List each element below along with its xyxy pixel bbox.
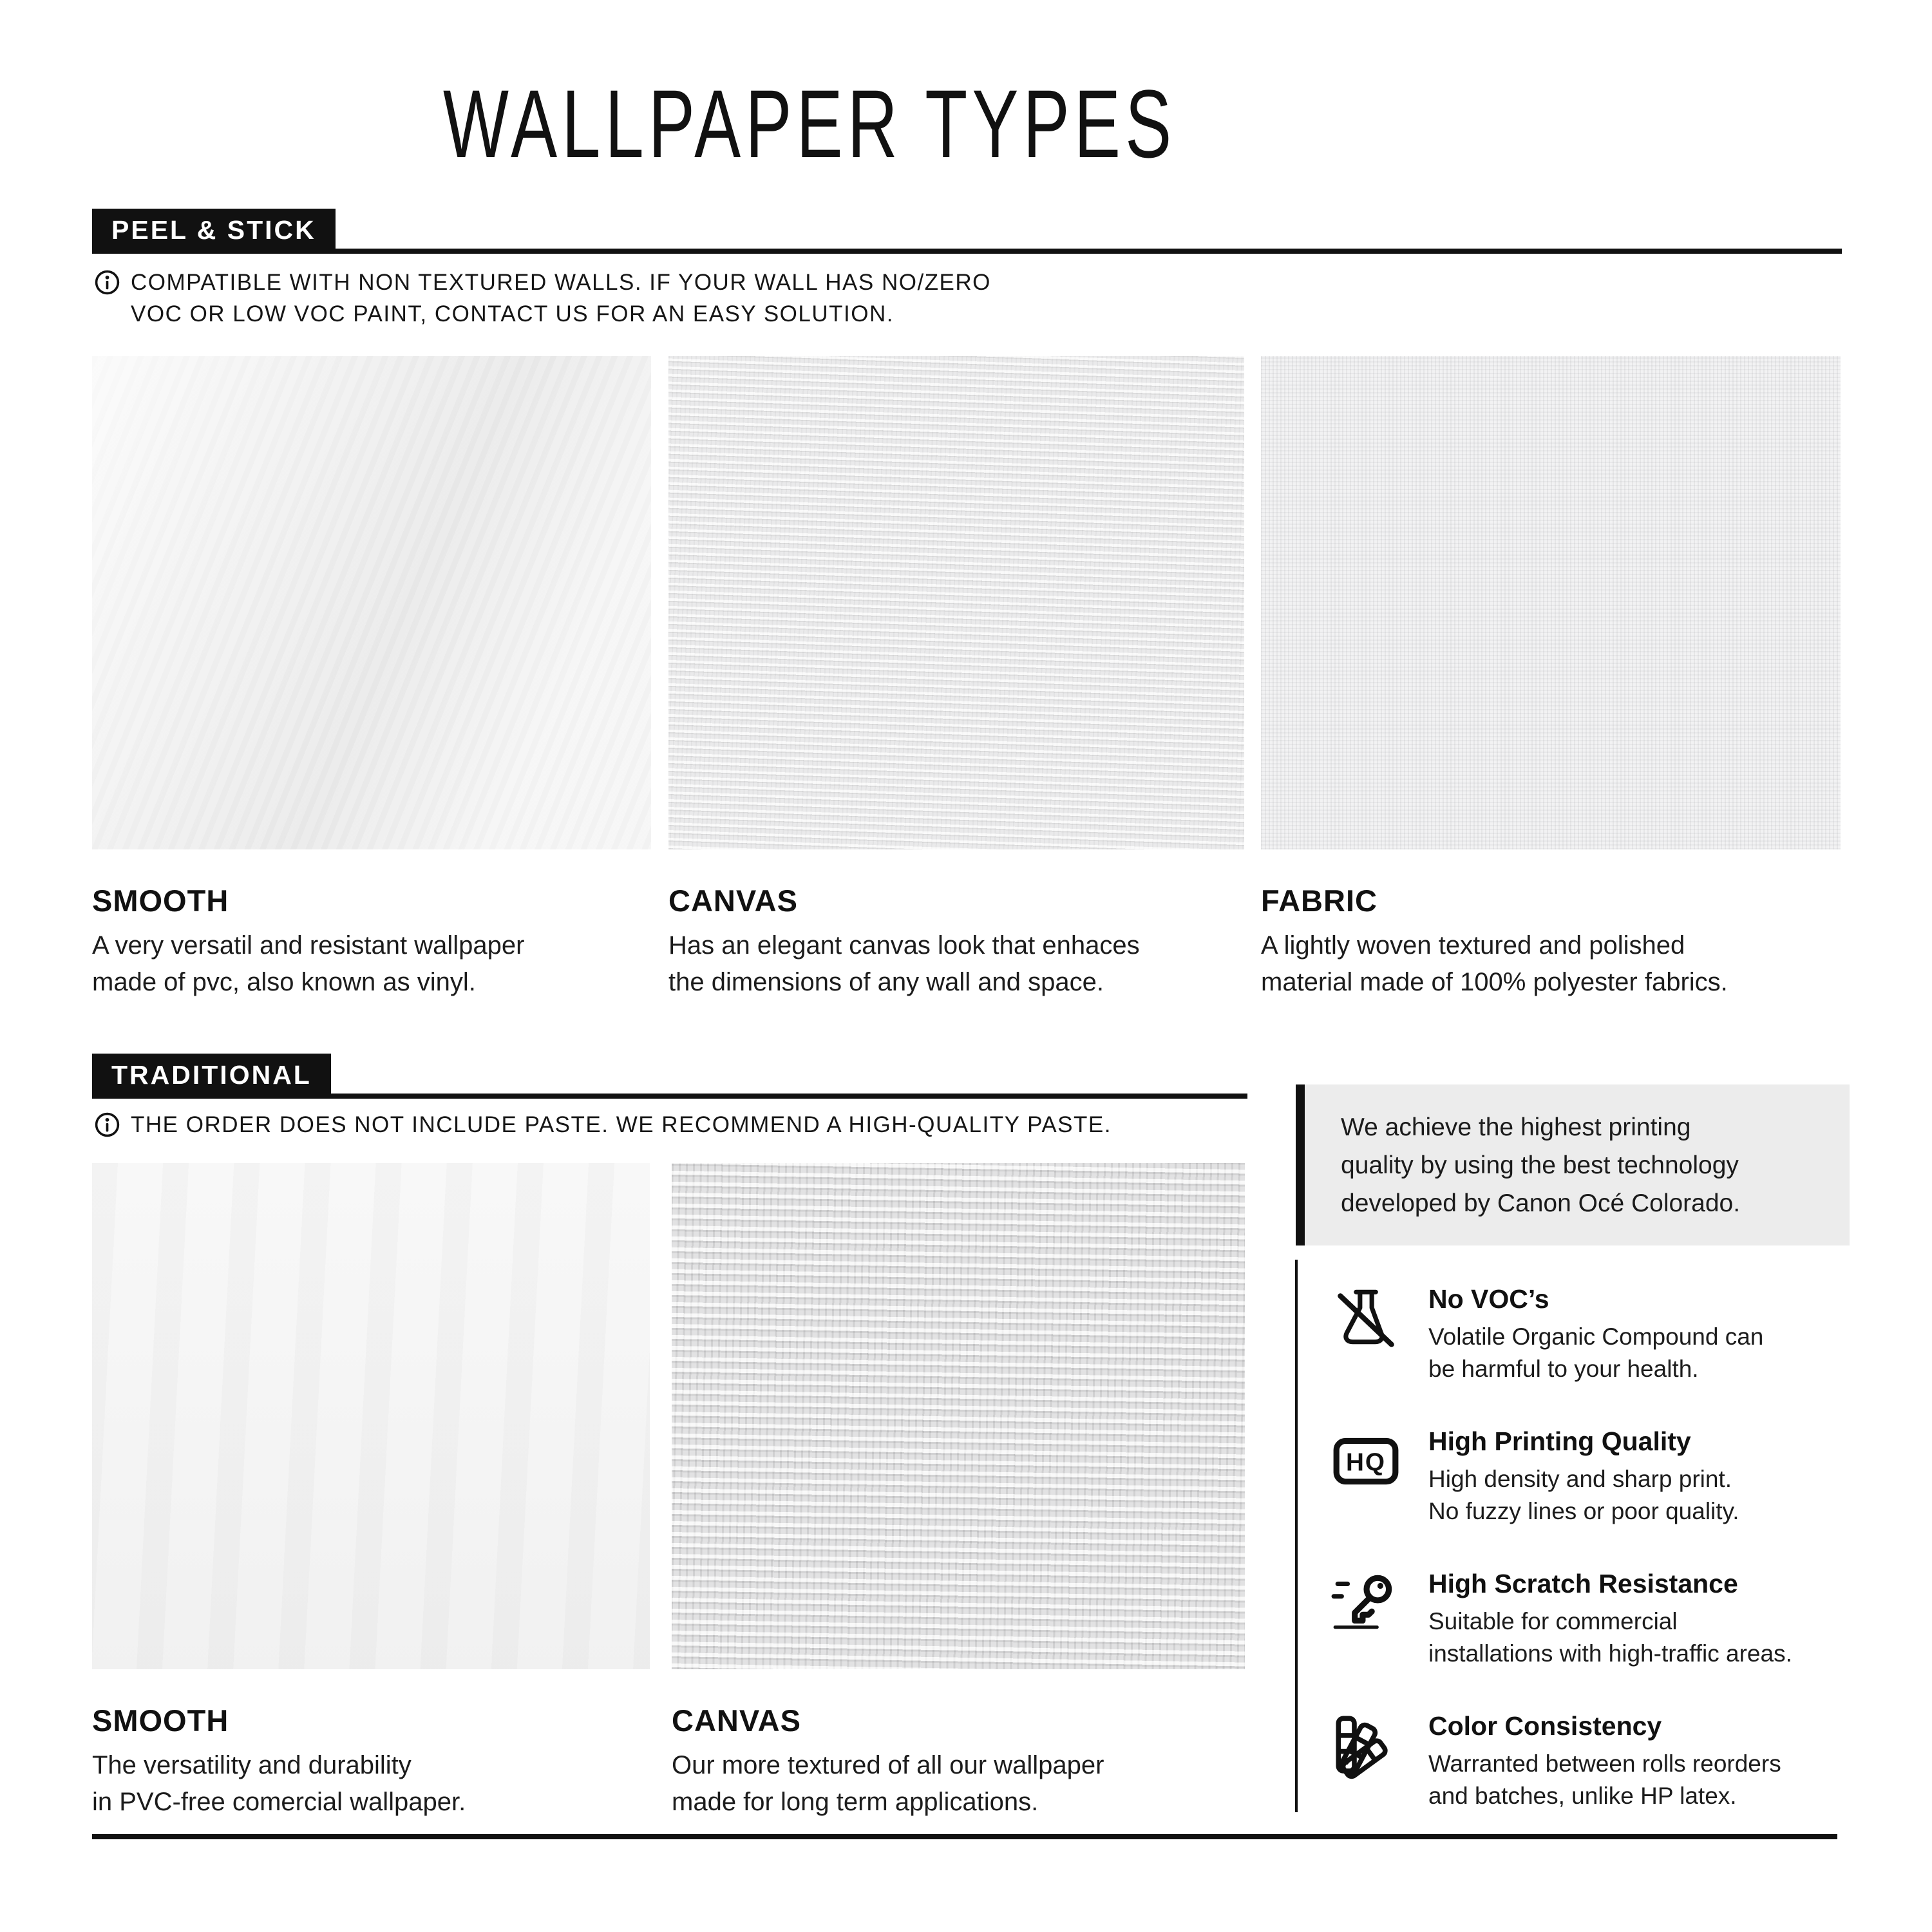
traditional-card-canvas (672, 1163, 1245, 1821)
card-desc-line: the dimensions of any wall and space. (668, 968, 1104, 996)
card-desc-line: material made of 100% polyester fabrics. (1261, 968, 1728, 996)
smooth-texture-sample (92, 356, 651, 849)
card-title: CANVAS (672, 1703, 801, 1738)
feature-desc-line: No fuzzy lines or poor quality. (1428, 1498, 1739, 1524)
feature-desc-line: Volatile Organic Compound can (1428, 1323, 1764, 1350)
peel-stick-rule (92, 249, 1842, 254)
card-description (668, 927, 1244, 1001)
card-title: CANVAS (668, 884, 798, 918)
card-desc-line: made for long term applications. (672, 1788, 1039, 1816)
highlight-line: quality by using the best technology (1341, 1151, 1739, 1179)
card-desc-line: Our more textured of all our wallpaper (672, 1751, 1104, 1779)
card-title: FABRIC (1261, 884, 1378, 918)
card-desc-line: made of pvc, also known as vinyl. (92, 968, 476, 996)
highlight-line: developed by Canon Océ Colorado. (1341, 1189, 1741, 1217)
printing-quality-highlight (1305, 1084, 1850, 1245)
note-line: THE ORDER DOES NOT INCLUDE PASTE. WE RECOMMEND A HIGH-QUALITY PASTE. (131, 1112, 1112, 1137)
feature-desc-line: installations with high-traffic areas. (1428, 1640, 1792, 1667)
highlight-left-bar (1296, 1084, 1305, 1245)
canvas-texture-sample (672, 1163, 1245, 1669)
traditional-rule (92, 1094, 1247, 1099)
card-description (1261, 927, 1841, 1001)
traditional-label-text: TRADITIONAL (111, 1059, 312, 1090)
info-icon (94, 269, 120, 296)
peel-card-canvas (668, 356, 1244, 1001)
feature-description (1428, 1748, 1781, 1812)
feature-desc-line: and batches, unlike HP latex. (1428, 1783, 1737, 1809)
feature-title: Color Consistency (1428, 1711, 1662, 1741)
feature-text (1428, 1567, 1792, 1670)
card-desc-line: A very versatil and resistant wallpaper (92, 931, 525, 960)
feature-desc-line: Suitable for commercial (1428, 1608, 1678, 1634)
quality-column-divider (1295, 1260, 1298, 1812)
feature-desc-line: be harmful to your health. (1428, 1356, 1699, 1382)
no-voc-flask-icon (1328, 1283, 1404, 1359)
card-desc-line: A lightly woven textured and polished (1261, 931, 1685, 960)
card-title: SMOOTH (92, 1703, 229, 1738)
card-title: SMOOTH (92, 884, 229, 918)
quality-features-list (1328, 1283, 1851, 1852)
note-line: VOC OR LOW VOC PAINT, CONTACT US FOR AN EASY SOLUTION. (131, 301, 894, 327)
hq-icon-label: HQ (1345, 1448, 1387, 1477)
feature-color-consistency (1328, 1710, 1851, 1812)
traditional-section-label (92, 1054, 331, 1096)
card-desc-line: Has an elegant canvas look that enhaces (668, 931, 1140, 960)
feature-title: No VOC’s (1428, 1284, 1549, 1314)
hq-badge-icon (1328, 1425, 1404, 1501)
feature-high-printing-quality (1328, 1425, 1851, 1528)
traditional-card-smooth (92, 1163, 650, 1821)
feature-description (1428, 1463, 1739, 1528)
peel-stick-note-text (131, 267, 991, 330)
feature-desc-line: High density and sharp print. (1428, 1466, 1732, 1492)
bottom-rule (92, 1834, 1837, 1839)
info-icon (94, 1112, 120, 1138)
feature-title: High Scratch Resistance (1428, 1569, 1738, 1598)
feature-title: High Printing Quality (1428, 1426, 1691, 1456)
traditional-note-text (131, 1109, 1112, 1141)
canvas-texture-sample (668, 356, 1244, 849)
page-title: WALLPAPER TYPES (443, 70, 1177, 178)
feature-text (1428, 1283, 1763, 1385)
peel-card-fabric (1261, 356, 1841, 1001)
peel-card-smooth (92, 356, 651, 1001)
feature-description (1428, 1321, 1763, 1385)
feature-scratch-resistance (1328, 1567, 1851, 1670)
card-description (672, 1747, 1245, 1821)
note-line: COMPATIBLE WITH NON TEXTURED WALLS. IF YOUR WALL HAS NO/ZERO (131, 270, 991, 295)
card-description (92, 927, 651, 1001)
card-desc-line: The versatility and durability (92, 1751, 412, 1779)
feature-text (1428, 1710, 1781, 1812)
feature-description (1428, 1605, 1792, 1670)
feature-desc-line: Warranted between rolls reorders (1428, 1750, 1781, 1777)
smooth-texture-sample (92, 1163, 650, 1669)
traditional-note (94, 1109, 1112, 1141)
color-swatches-icon (1328, 1710, 1404, 1786)
highlight-line: We achieve the highest printing (1341, 1113, 1691, 1141)
peel-stick-section-label (92, 209, 336, 251)
card-desc-line: in PVC-free comercial wallpaper. (92, 1788, 466, 1816)
peel-stick-note (94, 267, 991, 330)
feature-no-voc (1328, 1283, 1851, 1385)
card-description (92, 1747, 650, 1821)
peel-stick-label-text: PEEL & STICK (111, 214, 316, 245)
key-scratch-icon (1328, 1567, 1404, 1643)
feature-text (1428, 1425, 1739, 1528)
fabric-texture-sample (1261, 356, 1841, 849)
